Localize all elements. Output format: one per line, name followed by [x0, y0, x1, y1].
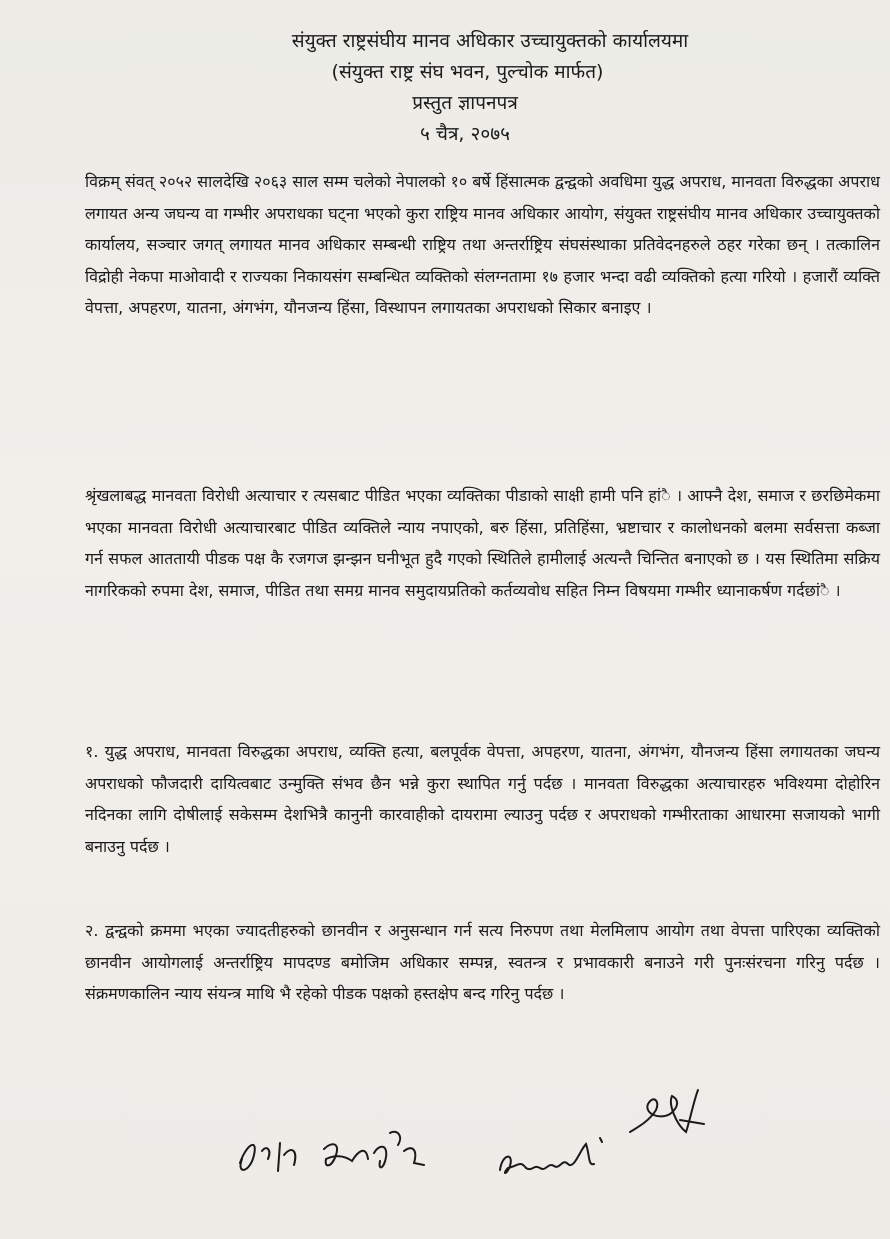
paragraph-demand-1: १. युद्ध अपराध, मानवता विरुद्धका अपराध, व्यक्ति हत्या, बलपूर्वक वेपत्ता, अपहरण, यातना, अंगभंग, यौनजन्य हिंसा लगायतका जघन्य अपराधको फौजदारी दायित्वबाट उन्मुक्ति संभव छैन भन्ने कुरा स्थापित गर्नु पर्दछ । मानवता विरुद्धका अत्याचारहरु भविश्यमा दोहोरिन नदिनका लागि दोषीलाई सकेसम्म देशभित्रै कानुनी कारवाहीको दायरामा ल्याउनु पर्दछ र अपराधको गम्भीरताका आधारमा सजायको भागी बनाउनु पर्दछ । — [85, 742, 880, 856]
addressee-line: संयुक्त राष्ट्रसंघीय मानव अधिकार उच्चायुक्तको कार्यालयमा — [291, 30, 689, 52]
paragraph-background: विक्रम् संवत् २०५२ सालदेखि २०६३ साल सम्म चलेको नेपालको १० बर्षे हिंसात्मक द्वन्द्वको अवधिमा युद्ध अपराध, मानवता विरुद्धका अपराध लगायत अन्य जघन्य वा गम्भीर अपराधका घट्ना भएको कुरा राष्ट्रिय मानव अधिकार आयोग, संयुक्त राष्ट्रसंघीय मानव अधिकार उच्चायुक्तको कार्यालय, सञ्चार जगत् लगायत मानव अधिकार सम्बन्धी राष्ट्रिय तथा अन्तर्राष्ट्रिय संघसंस्थाका प्रतिवेदनहरुले ठहर गरेका छन् । तत्कालिन विद्रोही नेकपा माओवादी र राज्यका निकायसंग सम्बन्धित व्यक्तिको संलग्नतामा १७ हजार भन्दा वढी व्यक्तिको हत्या गरियो । हजारौं व्यक्ति वेपत्ता, अपहरण, यातना, अंगभंग, यौनजन्य हिंसा, विस्थापन लगायतका अपराधको सिकार बनाइए । — [85, 172, 880, 317]
document-date: ५ चैत्र, २०७५ — [419, 123, 511, 145]
document-header — [0, 26, 890, 150]
document-title: प्रस्तुत ज्ञापनपत्र — [412, 92, 518, 114]
paragraph-concern: श्रृंखलाबद्ध मानवता विरोधी अत्याचार र त्यसबाट पीडित भएका व्यक्तिका पीडाको साक्षी हामी पनि हांै । आफ्नै देश, समाज र छरछिमेकमा भएका मानवता विरोधी अत्याचारबाट पीडित व्यक्तिले न्याय नपाएको, बरु हिंसा, प्रतिहिंसा, भ्रष्टाचार र कालोधनको बलमा सर्वसत्ता कब्जा गर्न सफल आततायी पीडक पक्ष कै रजगज झन्झन घनीभूत हुदै गएको स्थितिले हामीलाई अत्यन्तै चिन्तित बनाएको छ । यस स्थितिमा सक्रिय नागरिकको रुपमा देश, समाज, पीडित तथा समग्र मानव समुदायप्रतिको कर्तव्यवोध सहित निम्न विषयमा गम्भीर ध्यानाकर्षण गर्दछांै । — [85, 486, 880, 600]
signature-1 — [228, 1115, 448, 1185]
paragraph-demand-2: २. द्वन्द्वको क्रममा भएका ज्यादतीहरुको छानवीन र अनुसन्धान गर्न सत्य निरुपण तथा मेलमिलाप आयोग तथा वेपत्ता पारिएका व्यक्तिको छानवीन आयोगलाई अन्तर्राष्ट्रिय मापदण्ड बमोजिम अधिकार सम्पन्न, स्वतन्त्र र प्रभावकारी बनाउने गरी पुनःसंरचना गरिनु पर्दछ । संक्रमणकालिन न्याय संयन्त्र माथि भै रहेको पीडक पक्षको हस्तक्षेप बन्द गरिनु पर्दछ । — [85, 921, 880, 1003]
signature-2 — [490, 1120, 620, 1190]
signature-3 — [620, 1080, 710, 1150]
via-line: (संयुक्त राष्ट्र संघ भवन, पुल्चोक मार्फत) — [331, 61, 604, 83]
